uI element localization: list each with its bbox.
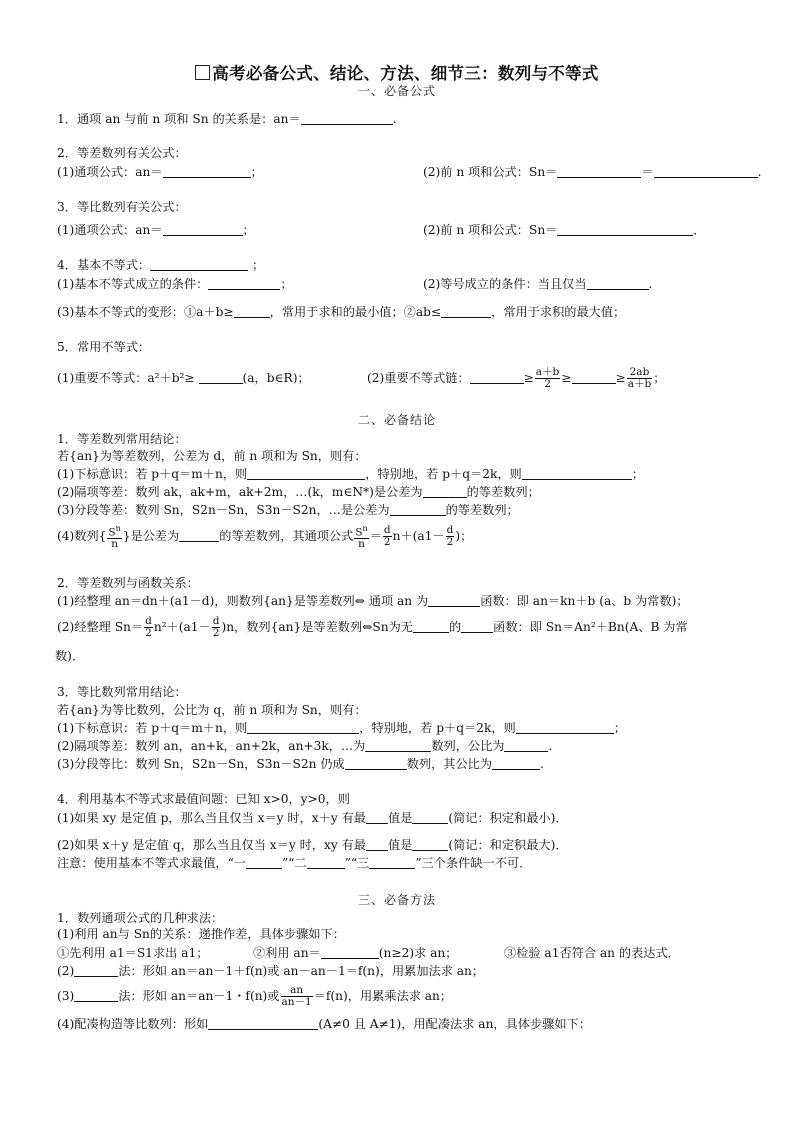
denominator: a＋b [627, 378, 652, 390]
arith-sum-formula: (2)前 n 项和公式：Sn＝ ＝ . [423, 165, 762, 179]
variant-label-1: (3)基本不等式的变形：①a＋b≥ [57, 305, 234, 319]
quadratic-condition: )n，数列{an}是等差数列⇔Sn为无 [221, 620, 413, 634]
answer-blank [428, 594, 480, 607]
method-1-item-4 [57, 1016, 591, 1032]
fraction [144, 616, 153, 639]
quadratic-middle: n²＋(a1－ [153, 620, 211, 634]
answer-blank [587, 277, 649, 290]
formula-1: 1．通项 an 与前 n 项和 Sn 的关系是：an＝ . [57, 112, 397, 126]
geo-segment-ratio: 数列，其公比为 [406, 757, 493, 771]
geo-subscript-label: (1)下标意识：若 p＋q＝m＋n，则 [57, 721, 248, 735]
important-inequality-label: (1)重要不等式：a²＋b²≥ [57, 371, 195, 385]
numerator: d [383, 524, 391, 536]
cumulative-sum-method: 法：形如 an＝an－1＋f(n)或 an－an－1＝f(n)，用累加法求 an； [118, 964, 485, 978]
answer-blank [163, 223, 243, 236]
answer-blank [301, 112, 393, 125]
answer-blank [199, 371, 243, 384]
numerator: d [145, 615, 152, 627]
conclusion-2-heading: 2．等差数列与函数关系： [57, 576, 199, 590]
fraction [535, 367, 560, 390]
conclusion-4-item-1 [57, 810, 568, 826]
answer-blank [345, 757, 407, 770]
denominator: n [358, 538, 365, 551]
segment-arith-suffix: 的等差数列； [445, 503, 519, 517]
conclusion-3-heading: 3．等比数列常用结论： [57, 685, 187, 699]
answer-blank [557, 223, 693, 236]
segment-arith-label: (3)分段等差：数列 Sn，S2n－Sn，S3n－S2n，…是公差为 [57, 503, 390, 517]
answer-blank [369, 856, 415, 869]
formula-4-variants [57, 304, 625, 320]
method-1-heading: 1．数列通项公式的几种求法： [57, 911, 224, 925]
note-three: ”“三 [344, 856, 370, 870]
formula-4-conditions: (1)基本不等式成立的条件： ； (2)等号成立的条件：当且仅当 . [57, 277, 653, 291]
product-fixed-label: (1)如果 xy 是定值 p，那么当且仅当 x＝y 时，x＋y 有最 [57, 811, 366, 825]
variant-label-3: ，常用于求积的最大值； [491, 305, 626, 319]
equals-sign: ＝ [369, 529, 382, 543]
formula-1-text: 1．通项 an 与前 n 项和 Sn 的关系是：an＝ [57, 112, 301, 126]
numerator: an [281, 985, 313, 997]
conclusion-2-item-2 [57, 609, 688, 645]
sum-fixed-note: (简记：和定积最大)． [448, 838, 568, 852]
conclusion-1-heading: 1．等差数列常用结论： [57, 432, 187, 446]
answer-blank [247, 721, 359, 734]
answer-blank [654, 165, 758, 178]
answer-blank [412, 811, 448, 824]
cumulative-product-method: 法：形如 an＝an－1・f(n)或 [118, 989, 280, 1003]
denominator: 2 [145, 627, 152, 639]
answer-blank [522, 467, 632, 480]
answer-blank [423, 485, 467, 498]
conclusion-3-premise: 若{an}为等比数列，公比为 q，前 n 项和为 Sn，则有： [57, 703, 367, 717]
product-fixed-note: (简记：积定和最小)． [448, 811, 568, 825]
fraction [212, 616, 221, 639]
method-1-item-3 [57, 978, 452, 1014]
linear-function-suffix: 函数：即 an＝kn＋b (a、b 为常数)； [480, 594, 689, 608]
conclusion-1-item-3 [57, 502, 519, 518]
subscript-rule-label: (1)下标意识：若 p＋q＝m＋n，则 [57, 467, 248, 481]
step-2-label: ②利用 an＝ [253, 946, 321, 960]
section-heading-formulas: 一、必备公式 [357, 84, 436, 98]
answer-blank [557, 165, 641, 178]
conclusion-4-heading: 4．利用基本不等式求最值问题：已知 x>0，y>0，则 [57, 792, 350, 806]
quadratic-suffix: 函数：即 Sn＝An²＋Bn(A、B 为常 [493, 620, 688, 634]
conclusion-3-item-3: (3)分段等比：数列 Sn，S2n－Sn，S3n－S2n 仍成 数列，其公比为 . [57, 757, 544, 771]
answer-blank [516, 721, 614, 734]
equality-condition-label: (2)等号成立的条件：当且仅当 [423, 277, 587, 291]
inequality-chain-label: (2)重要不等式链： [367, 371, 470, 385]
step-1: ①先利用 a1＝S1求出 a1； [57, 946, 209, 960]
formula-5-line [57, 360, 747, 396]
denominator: 2 [446, 536, 454, 548]
conclusion-1-item-2 [57, 484, 540, 500]
common-difference-label: }是公差为 [122, 529, 180, 543]
answer-blank [208, 277, 280, 290]
general-formula-label: 的等差数列，其通项公式 [219, 529, 354, 543]
answer-blank [470, 371, 524, 384]
method-1-item-2 [57, 963, 484, 979]
title-text: 高考必备公式、结论、方法、细节三：数列与不等式 [212, 64, 599, 83]
interval-arith-label: (2)隔项等差：数列 ak，ak+m，ak+2m，…(k，m∈N*)是公差为 [57, 485, 423, 499]
answer-blank [321, 946, 379, 959]
formula-3-heading: 3．等比数列有关公式： [57, 200, 187, 214]
answer-blank [572, 371, 616, 384]
fraction [446, 525, 455, 548]
formula-2-heading: 2．等差数列有关公式： [57, 146, 187, 160]
geo-general-term-label: (1)通项公式：an＝ [57, 223, 163, 237]
step-2-suffix: (n≥2)求 an； [378, 946, 458, 960]
conclusion-1-premise: 若{an}为等差数列，公差为 d，前 n 项和为 Sn，则有： [57, 449, 367, 463]
section-heading-conclusions: 二、必备结论 [357, 413, 436, 427]
answer-blank [234, 305, 270, 318]
answer-blank [307, 856, 345, 869]
answer-blank [150, 258, 248, 271]
method-1-item-1: (1)利用 an与 Sn的关系：递推作差，具体步骤如下： [57, 927, 345, 941]
numerator: a＋b [535, 366, 560, 378]
quadratic-label: (2)经整理 Sn＝ [57, 620, 144, 634]
conclusion-2-continuation: 数)． [55, 649, 85, 663]
numerator: $S^n$ [108, 523, 121, 539]
denominator: 2 [212, 627, 220, 639]
value-label: 值是 [387, 838, 413, 852]
answer-blank [74, 964, 118, 977]
note-label: 注意：使用基本不等式求最值，“一 [57, 856, 247, 870]
linear-function-label: (1)经整理 an＝dn＋(a1－d)，则数列{an}是等差数列⇔ 通项 an 为 [57, 594, 429, 608]
answer-blank [366, 811, 388, 824]
geo-sum-label: (2)前 n 项和公式：Sn＝ [423, 223, 558, 237]
numerator: d [212, 615, 220, 627]
condition-label: (1)基本不等式成立的条件： [57, 277, 209, 291]
quadratic-connector: 的 [448, 620, 462, 634]
answer-blank [366, 838, 388, 851]
inequality-chain: (2)重要不等式链： ≥ $\frac{a+b}{2}$ ≥ ≥ $\frac{2ab}{a+b}$ ； [367, 366, 666, 390]
note-two: ”“二 [282, 856, 307, 870]
step-3: ③检验 a1否符合 an 的表达式． [504, 946, 680, 960]
variant-label-2: ，常用于求和的最小值；②ab≤ [269, 305, 442, 319]
answer-blank [246, 856, 282, 869]
formula-3-line: (1)通项公式：an＝ ； (2)前 n 项和公式：Sn＝ ． [57, 223, 706, 237]
answer-blank [412, 838, 448, 851]
method-number: (2) [57, 964, 75, 978]
answer-blank [74, 989, 118, 1002]
answer-blank [492, 757, 540, 770]
conclusion-4-note [57, 855, 531, 871]
denominator: 2 [383, 536, 391, 548]
method-number: (3) [57, 989, 75, 1003]
formula-4-heading: 4．基本不等式： ； [57, 258, 265, 272]
fraction [383, 525, 392, 548]
geo-interval-label: (2)隔项等差：数列 an，an+k，an+2k，an+3k，…为 [57, 739, 366, 753]
numerator: 2ab [627, 367, 652, 379]
method-1-steps [57, 945, 747, 961]
denominator: 2 [544, 378, 551, 390]
formula-end: )； [455, 529, 473, 543]
geometric-construct-suffix: (A≠0 且 A≠1)，用配凑法求 an，具体步骤如下： [318, 1017, 591, 1031]
page-title [0, 60, 794, 84]
checkbox-icon [195, 65, 210, 80]
answer-blank [504, 739, 548, 752]
interval-arith-suffix: 的等差数列； [466, 485, 540, 499]
conclusion-2-item-1 [57, 593, 689, 609]
equality-condition: (2)等号成立的条件：当且仅当 . [423, 277, 653, 291]
answer-blank [413, 620, 449, 633]
fraction [627, 367, 652, 390]
fraction [354, 523, 368, 551]
geometric-construct-label: (4)配凑构造等比数列：形如 [57, 1017, 209, 1031]
cumulative-product-suffix: ＝f(n)，用累乘法求 an； [313, 989, 453, 1003]
conclusion-3-item-2: (2)隔项等差：数列 an，an+k，an+2k，an+3k，…为 数列，公比为 . [57, 739, 553, 753]
conclusion-3-item-1: (1)下标意识：若 p＋q＝m＋n，则 ，特别地，若 p＋q＝2k，则 ； [57, 721, 626, 735]
answer-blank [461, 620, 493, 633]
fraction [281, 985, 313, 1008]
conclusion-4-item-2 [57, 837, 568, 853]
arith-sum-label: (2)前 n 项和公式：Sn＝ [423, 165, 558, 179]
numerator: d [446, 524, 454, 536]
formula-middle: n＋(a1－ [392, 529, 445, 543]
answer-blank [163, 165, 251, 178]
arith-general-term-label: (1)通项公式：an＝ [57, 165, 163, 179]
sum-fixed-label: (2)如果 x＋y 是定值 q，那么当且仅当 x＝y 时，xy 有最 [57, 838, 366, 852]
step-2 [253, 945, 457, 961]
answer-blank [390, 503, 446, 516]
fraction [107, 523, 121, 551]
real-domain-note: (a，b∈R)； [242, 371, 310, 385]
formula-2-line: (1)通项公式：an＝ ； (2)前 n 项和公式：Sn＝ ＝ . [57, 165, 762, 179]
value-label: 值是 [387, 811, 413, 825]
subscript-special-label: ，特别地，若 p＋q＝2k，则 [365, 467, 522, 481]
numerator: $S^n$ [355, 523, 368, 539]
geo-subscript-special: ，特别地，若 p＋q＝2k，则 [359, 721, 516, 735]
note-suffix: ”三个条件缺一不可． [415, 856, 532, 870]
sn-over-n-label: (4)数列{ [57, 529, 107, 543]
formula-5-heading: 5．常用不等式： [57, 340, 151, 354]
answer-blank [441, 305, 491, 318]
section-heading-methods: 三、必备方法 [357, 893, 436, 907]
denominator: an－1 [281, 996, 312, 1008]
geo-interval-ratio: 数列，公比为 [431, 739, 505, 753]
geo-segment-label: (3)分段等比：数列 Sn，S2n－Sn，S3n－S2n 仍成 [57, 757, 345, 771]
basic-inequality-label: 4．基本不等式： [57, 258, 151, 272]
answer-blank [247, 467, 365, 480]
answer-blank [365, 739, 431, 752]
conclusion-1-item-1: (1)下标意识：若 p＋q＝m＋n，则 ，特别地，若 p＋q＝2k，则 ； [57, 467, 644, 481]
denominator: n [111, 538, 118, 551]
answer-blank [179, 529, 219, 542]
conclusion-1-item-4 [57, 518, 472, 554]
geo-sum-formula: (2)前 n 项和公式：Sn＝ ． [423, 223, 706, 237]
answer-blank [208, 1017, 318, 1030]
